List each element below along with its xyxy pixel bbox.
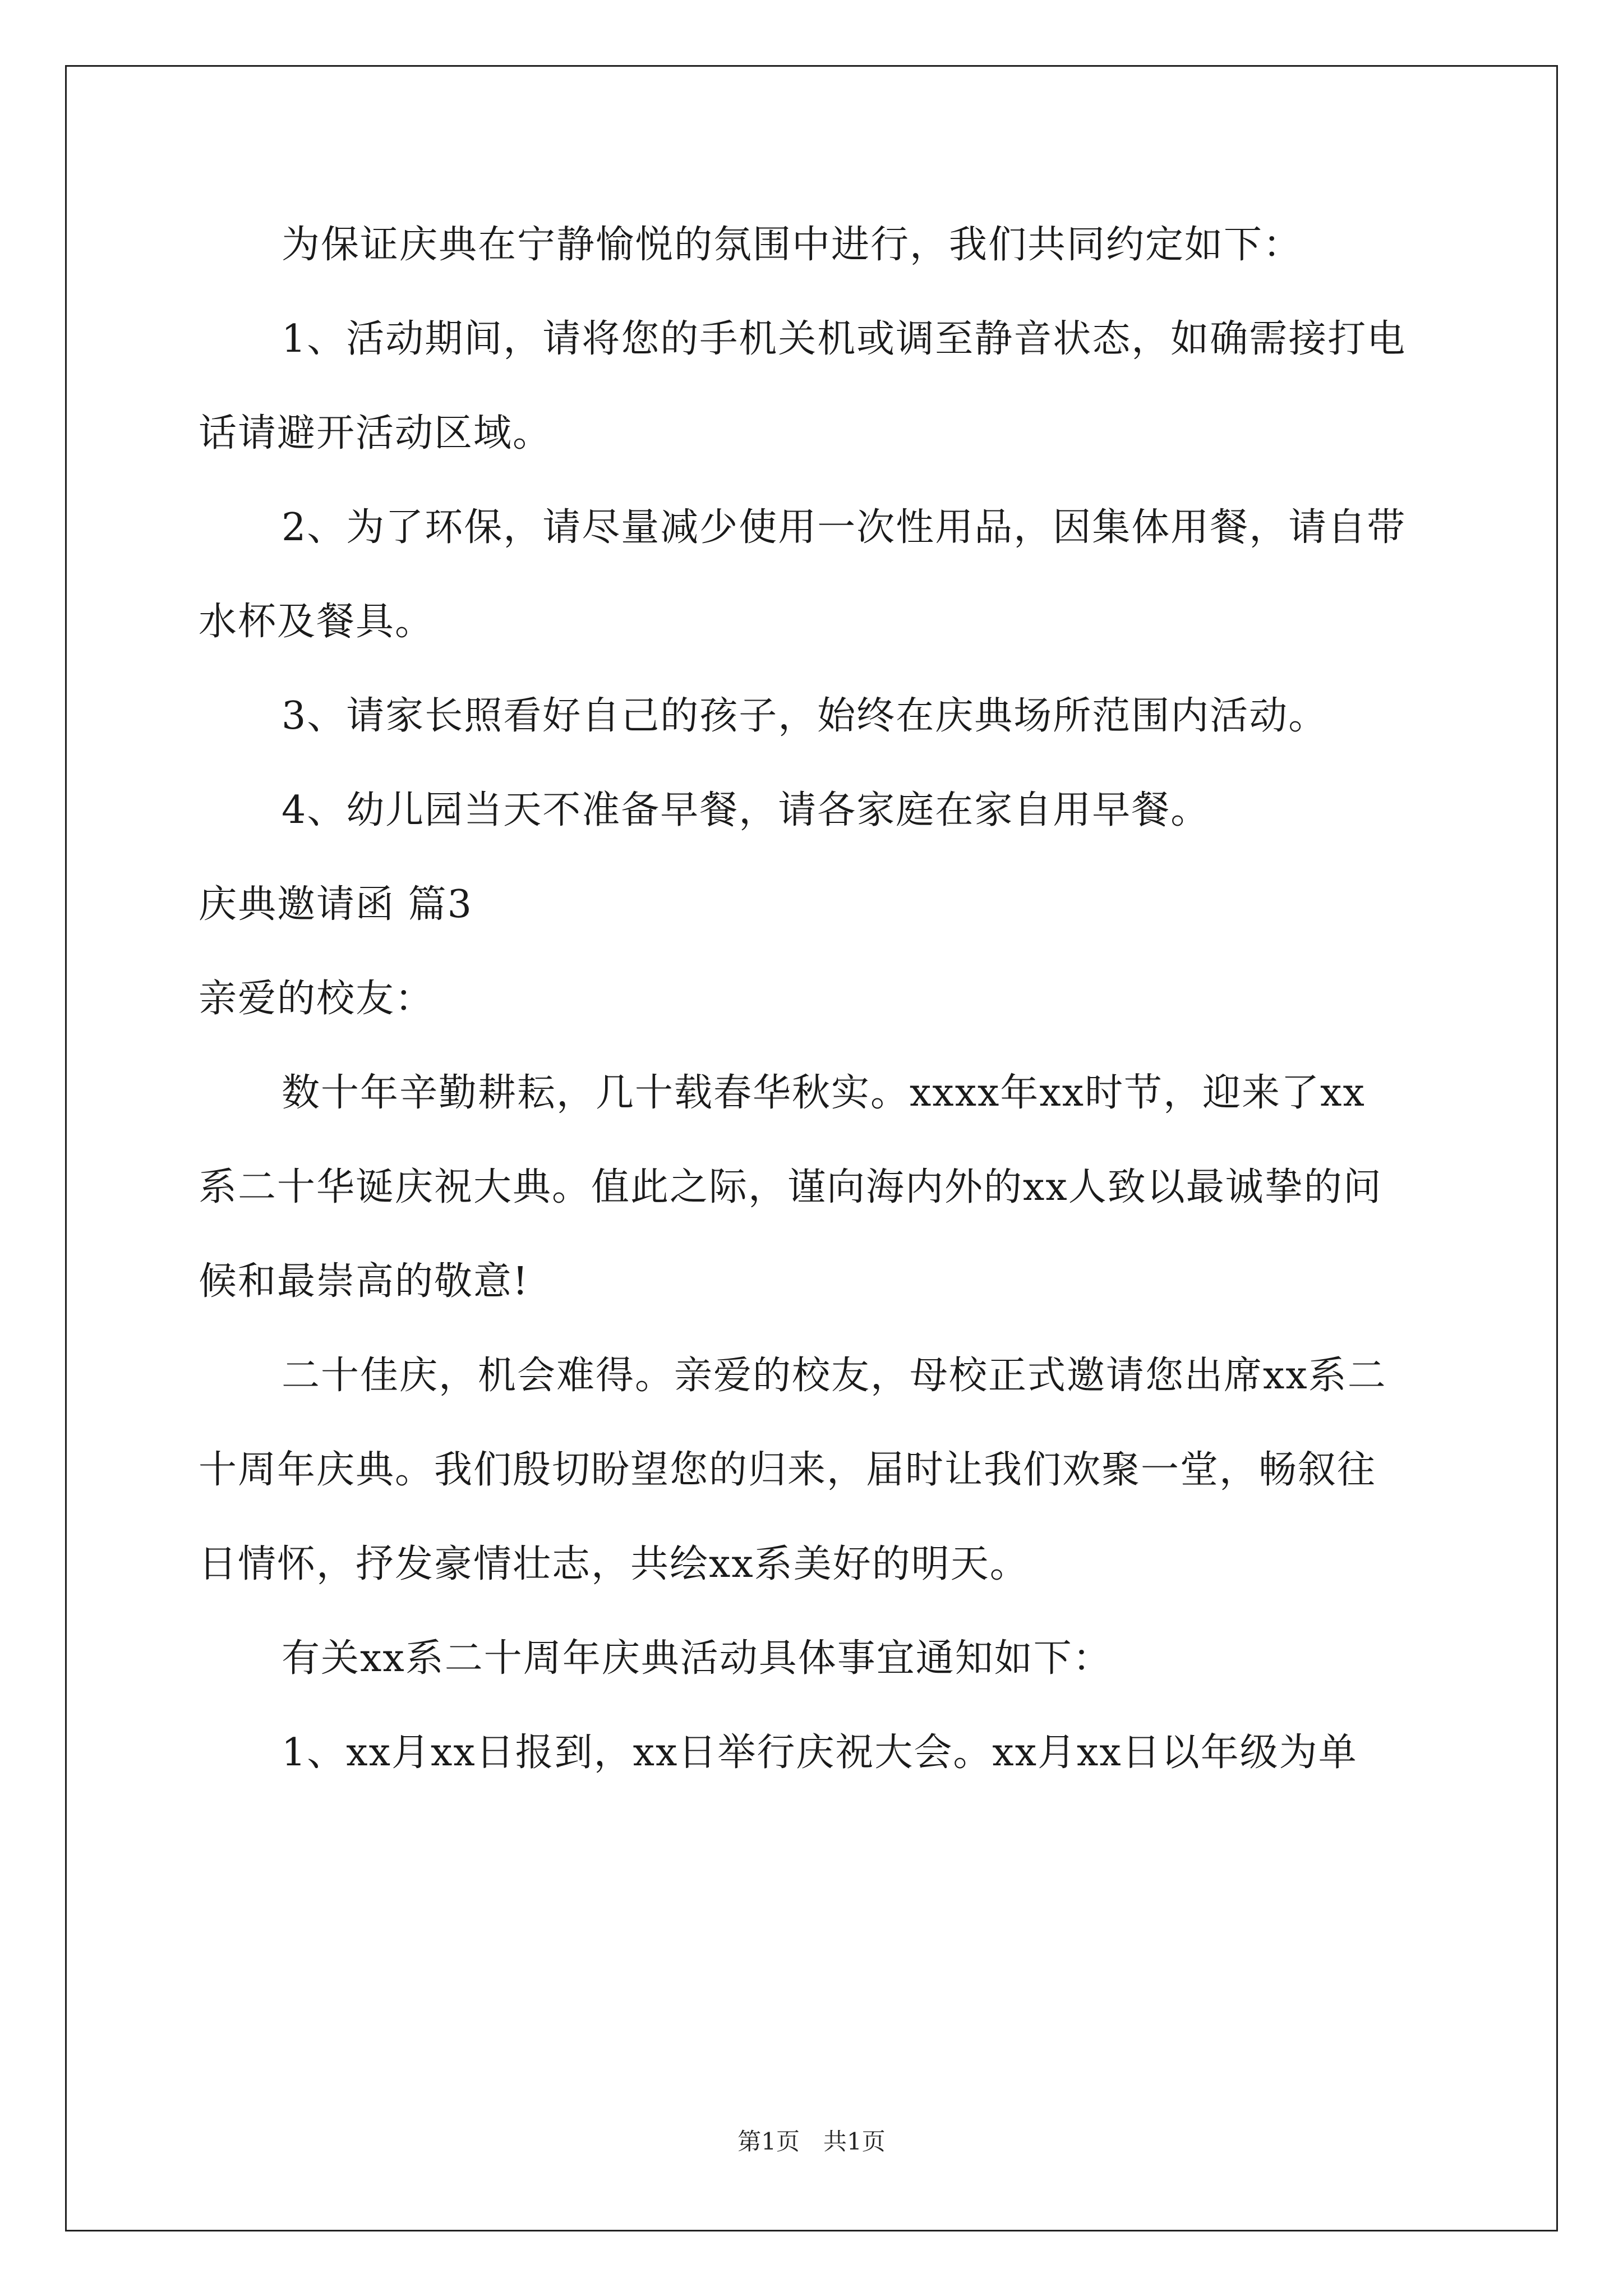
paragraph-line: 日情怀，抒发豪情壮志，共绘xx系美好的明天。	[199, 1542, 1029, 1586]
paragraph-line: 十周年庆典。我们殷切盼望您的归来，届时让我们欢聚一堂，畅叙往	[199, 1448, 1377, 1492]
paragraph-line: 1、xx月xx日报到，xx日举行庆祝大会。xx月xx日以年级为单	[282, 1731, 1358, 1775]
paragraph-line: 1、活动期间，请将您的手机关机或调至静音状态，如确需接打电	[282, 317, 1407, 361]
paragraph-line: 数十年辛勤耕耘，几十载春华秋实。xxxx年xx时节，迎来了xx	[282, 1071, 1366, 1115]
page-border	[65, 65, 1558, 2231]
paragraph-line: 候和最崇高的敬意!	[199, 1259, 529, 1304]
section-heading: 庆典邀请函 篇3	[199, 882, 473, 927]
paragraph-line: 有关xx系二十周年庆典活动具体事宜通知如下：	[282, 1636, 1112, 1681]
paragraph-line: 话请避开活动区域。	[199, 411, 552, 455]
paragraph-line: 2、为了环保，请尽量减少使用一次性用品，因集体用餐，请自带	[282, 505, 1407, 550]
paragraph-line: 系二十华诞庆祝大典。值此之际，谨向海内外的xx人致以最诚挚的问	[199, 1165, 1382, 1209]
paragraph-line: 3、请家长照看好自己的孩子，始终在庆典场所范围内活动。	[282, 694, 1328, 738]
salutation: 亲爱的校友：	[199, 977, 435, 1021]
page-footer: 第1页 共1页	[737, 2128, 886, 2155]
paragraph-line: 为保证庆典在宁静愉悦的氛围中进行，我们共同约定如下：	[282, 223, 1303, 267]
paragraph-line: 4、幼儿园当天不准备早餐，请各家庭在家自用早餐。	[282, 788, 1210, 832]
paragraph-line: 二十佳庆，机会难得。亲爱的校友，母校正式邀请您出席xx系二	[282, 1354, 1387, 1398]
paragraph-line: 水杯及餐具。	[199, 600, 435, 644]
